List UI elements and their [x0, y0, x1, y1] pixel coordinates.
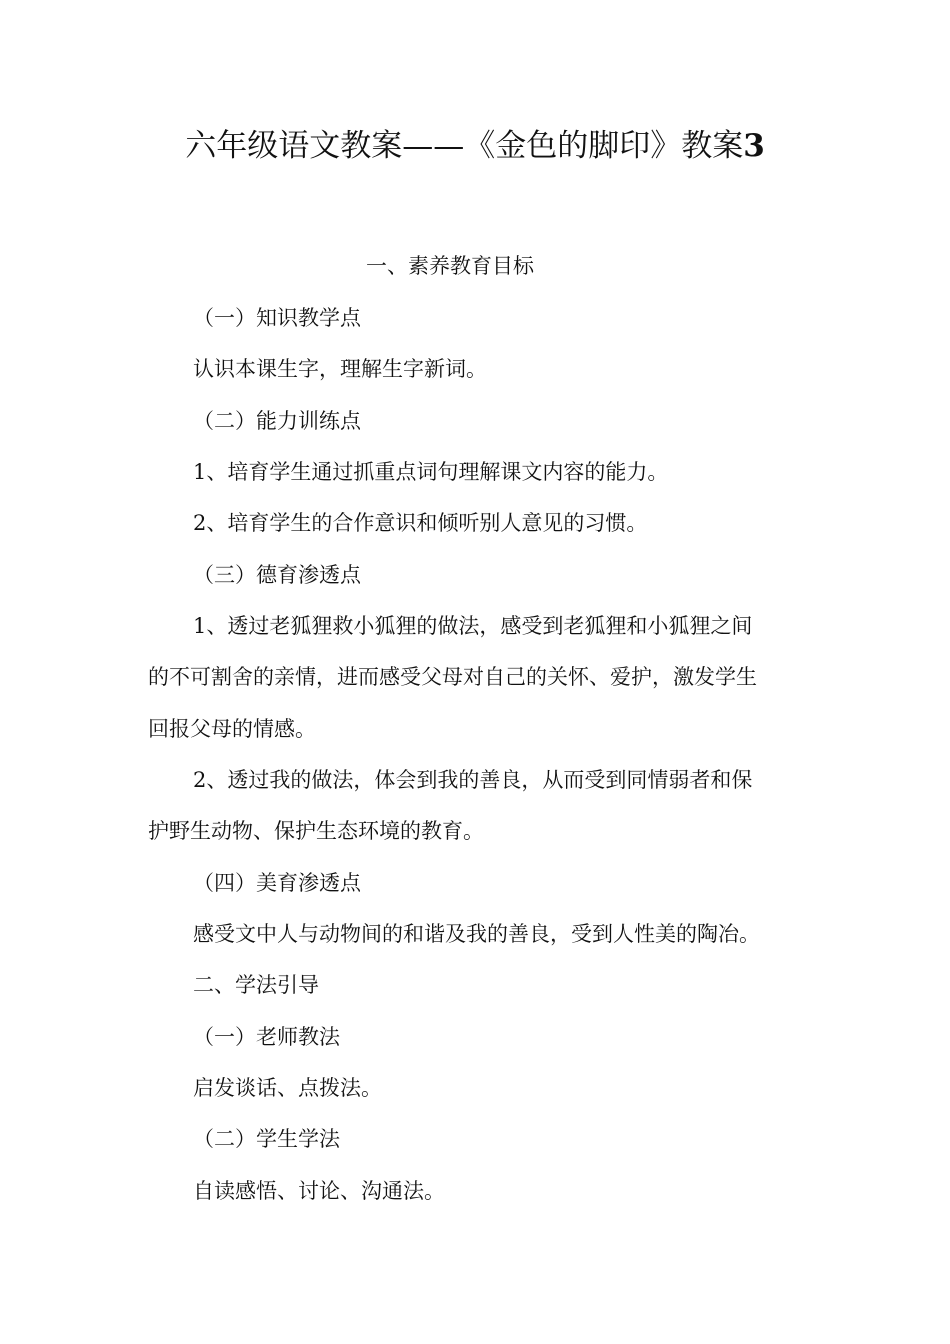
paragraph-line: 的不可割舍的亲情，进而感受父母对自己的关怀、爱护，激发学生 [148, 665, 757, 689]
title-number: 3 [743, 128, 765, 164]
paragraph-line: 1、培育学生通过抓重点词句理解课文内容的能力。 [193, 460, 669, 484]
paragraph-line: 2、培育学生的合作意识和倾听别人意见的习惯。 [193, 511, 648, 535]
subheading-teacher-method: （一）老师教法 [193, 1025, 340, 1049]
title-main: 六年级语文教案——《金色的脚印》教案 [185, 128, 744, 164]
subheading-moral: （三）德育渗透点 [193, 563, 361, 587]
paragraph-line: 认识本课生字，理解生字新词。 [193, 357, 487, 381]
paragraph-line: 2、透过我的做法，体会到我的善良，从而受到同情弱者和保 [193, 768, 753, 792]
section-heading-methods: 二、学法引导 [193, 973, 319, 997]
section-heading-goals: 一、素养教育目标 [366, 254, 534, 278]
document-title [0, 122, 950, 170]
paragraph-line: 1、透过老狐狸救小狐狸的做法，感受到老狐狸和小狐狸之间 [193, 614, 753, 638]
paragraph-line: 感受文中人与动物间的和谐及我的善良，受到人性美的陶冶。 [193, 922, 760, 946]
paragraph-line: 回报父母的情感。 [148, 717, 316, 741]
paragraph-line: 护野生动物、保护生态环境的教育。 [148, 819, 484, 843]
subheading-ability: （二）能力训练点 [193, 409, 361, 433]
subheading-student-method: （二）学生学法 [193, 1127, 340, 1151]
subheading-knowledge: （一）知识教学点 [193, 306, 361, 330]
paragraph-line: 启发谈话、点拨法。 [193, 1076, 382, 1100]
subheading-aesthetic: （四）美育渗透点 [193, 871, 361, 895]
paragraph-line: 自读感悟、讨论、沟通法。 [193, 1179, 445, 1203]
